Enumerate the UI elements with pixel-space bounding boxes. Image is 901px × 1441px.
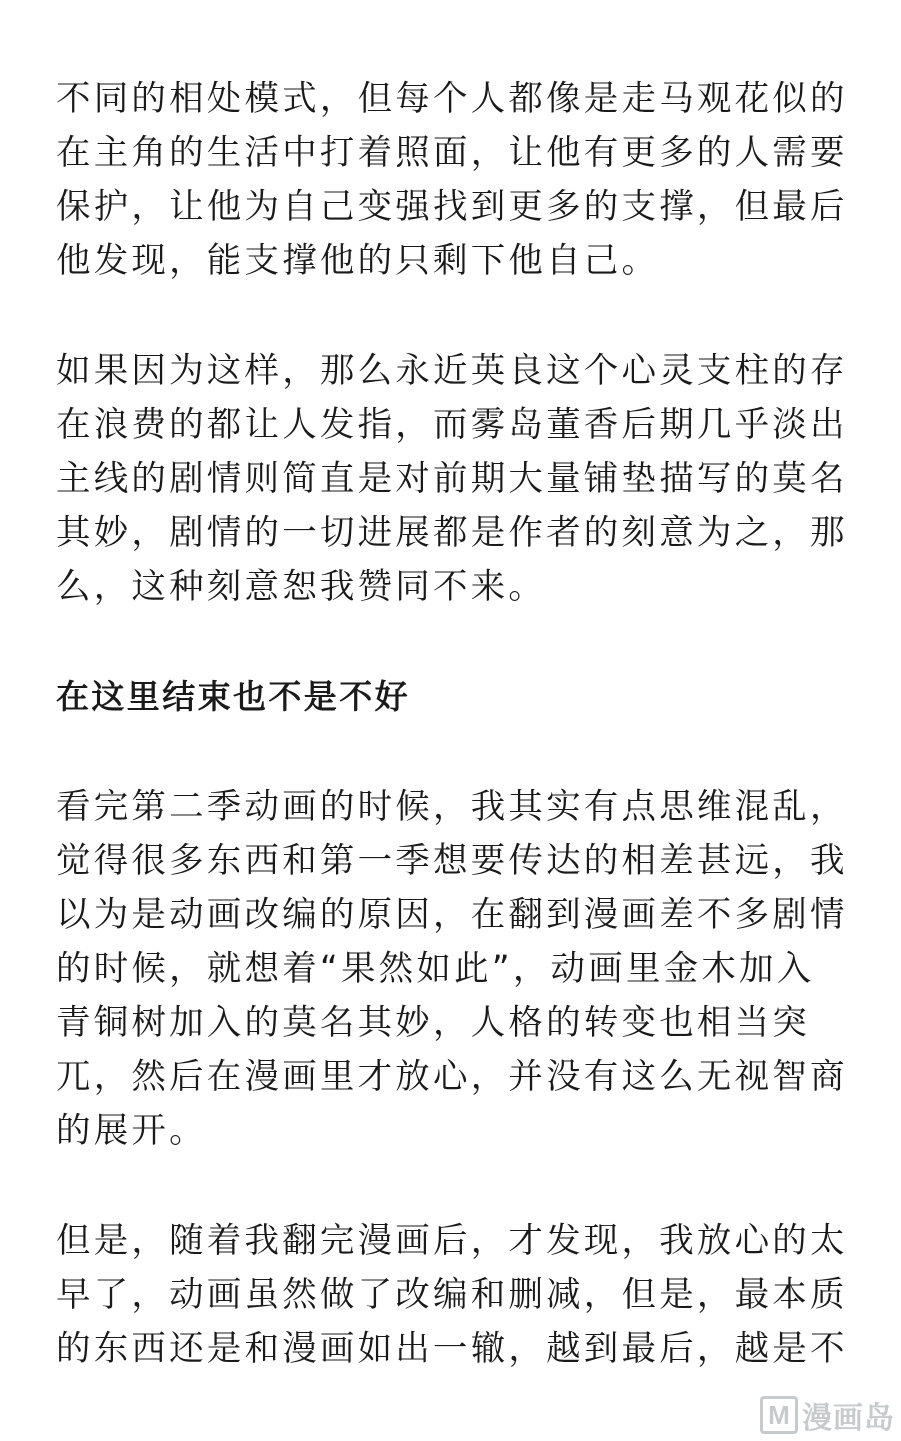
text-line: 兀，然后在漫画里才放心，并没有这么无视智商: [56, 1057, 848, 1097]
text-line: 么，这种刻意恕我赞同不来。: [56, 567, 547, 607]
text-line: 的东西还是和漫画如出一辙，越到最后，越是不: [56, 1329, 848, 1369]
text-line: 不同的相处模式，但每个人都像是走马观花似的: [56, 79, 848, 119]
text-line: 看完第二季动画的时候，我其实有点思维混乱，: [56, 787, 848, 827]
text-line: 但是，随着我翻完漫画后，才发现，我放心的太: [56, 1221, 848, 1261]
text-line: 的时候，就想着“果然如此”，动画里金木加入: [56, 949, 815, 989]
text-line: 觉得很多东西和第一季想要传达的相差甚远，我: [56, 841, 848, 881]
text-line: 以为是动画改编的原因，在翻到漫画差不多剧情: [56, 895, 848, 935]
paragraph-4: [56, 1214, 856, 1376]
paragraph-2: [56, 344, 856, 614]
text-line: 他发现，能支撑他的只剩下他自己。: [56, 241, 660, 281]
text-line: 如果因为这样，那么永近英良这个心灵支柱的存: [56, 351, 848, 391]
text-line: 主线的剧情则简直是对前期大量铺垫描写的莫名: [56, 459, 848, 499]
watermark-logo-icon: M: [760, 1396, 798, 1434]
text-line: 在浪费的都让人发指，而雾岛董香后期几乎淡出: [56, 405, 848, 445]
text-line: 在主角的生活中打着照面，让他有更多的人需要: [56, 133, 848, 173]
article-body: [56, 72, 856, 1432]
paragraph-3: [56, 780, 856, 1158]
text-line: 青铜树加入的莫名其妙，人格的转变也相当突: [56, 1003, 810, 1043]
section-heading: 在这里结束也不是不好: [56, 677, 410, 716]
text-line: 的展开。: [56, 1111, 207, 1151]
watermark-text: 漫画岛: [802, 1401, 895, 1436]
paragraph-1: [56, 72, 856, 288]
site-watermark: [760, 1393, 895, 1437]
text-line: 保护，让他为自己变强找到更多的支撑，但最后: [56, 187, 848, 227]
text-line: 早了，动画虽然做了改编和删减，但是，最本质: [56, 1275, 848, 1315]
text-line: 其妙，剧情的一切进展都是作者的刻意为之，那: [56, 513, 848, 553]
